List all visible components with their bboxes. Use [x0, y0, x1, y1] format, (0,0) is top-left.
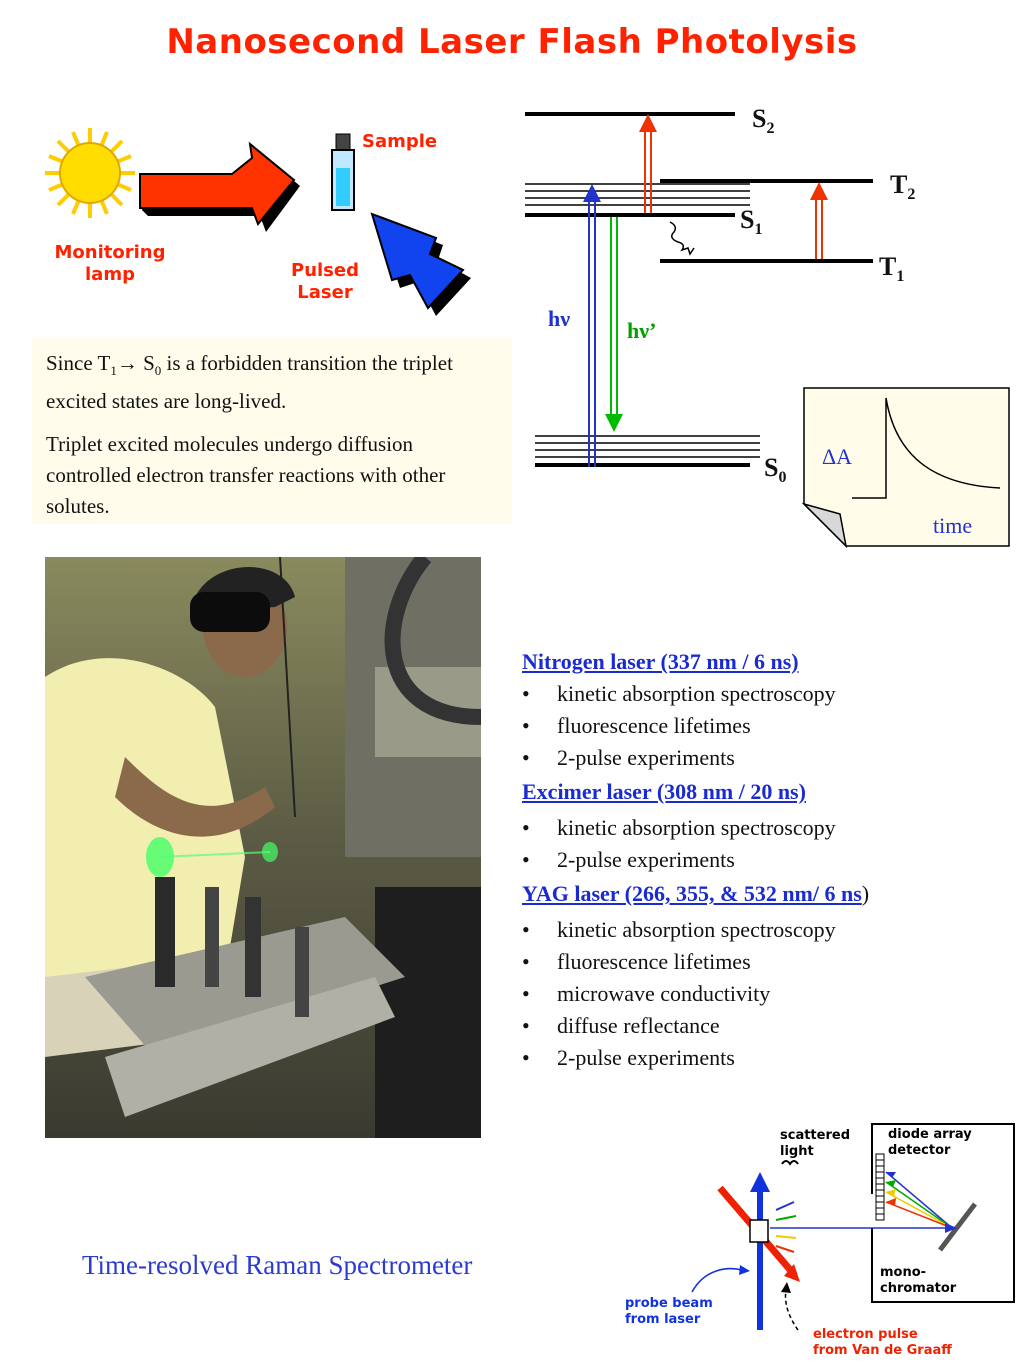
page-title: Nanosecond Laser Flash Photolysis: [166, 22, 858, 62]
scattered-light-label: scattered light: [780, 1128, 850, 1159]
inset-time-label: time: [933, 513, 973, 538]
list-item: • fluorescence lifetimes: [522, 710, 1002, 742]
t1-t2-absorption-arrow: [810, 182, 828, 259]
lamp-label: [40, 242, 180, 286]
laser-yag-heading: YAG laser (266, 355, & 532 nm/ 6 ns): [522, 881, 870, 906]
note-paragraph-2: Triplet excited molecules undergo diffusion controlled electron transfer reactions with other solutes.: [46, 432, 446, 519]
list-item: • 2-pulse experiments: [522, 742, 1002, 774]
sun-icon: [45, 128, 135, 218]
lab-photo: [45, 557, 481, 1138]
list-item: • 2-pulse experiments: [522, 844, 1002, 876]
raman-caption: Time-resolved Raman Spectrometer: [82, 1250, 473, 1280]
s1-label: $S_1$: [740, 205, 763, 239]
laser-nitrogen-heading: Nitrogen laser (337 nm / 6 ns): [522, 649, 799, 674]
list-item: • kinetic absorption spectroscopy: [522, 678, 1002, 710]
sample-cuvette-icon: [332, 134, 354, 210]
sample-cell-icon: [750, 1220, 768, 1242]
laser-label-line1: Pulsed: [291, 260, 359, 281]
laser-nitrogen: [522, 646, 1002, 774]
laser-list: [522, 646, 1002, 1076]
intersystem-crossing-squiggle: [670, 222, 694, 254]
detector-label: diode array detector: [888, 1127, 972, 1158]
electron-pulse-label: electron pulse from Van de Graaff: [813, 1327, 952, 1358]
t2-label: $T_2$: [890, 170, 916, 204]
t1-label: $T_1$: [879, 252, 905, 286]
hv-fluorescence-label: hν’: [627, 318, 657, 343]
sample-label: Sample: [362, 131, 438, 152]
laser-excimer-heading: Excimer laser (308 nm / 20 ns): [522, 779, 806, 804]
laser-excimer: [522, 776, 1002, 876]
list-item: • 2-pulse experiments: [522, 1042, 1002, 1074]
list-item: • kinetic absorption spectroscopy: [522, 812, 1002, 844]
lab-photo-image: [45, 557, 481, 1138]
scattered-light-arrows: [776, 1202, 796, 1252]
s0-label: $S_0$: [764, 453, 787, 487]
list-item: • fluorescence lifetimes: [522, 946, 1002, 978]
inset-delta-a-label: ΔA: [822, 444, 853, 469]
s2-label: $S_2$: [752, 104, 775, 138]
list-item: • microwave conductivity: [522, 978, 1002, 1010]
laser-yag: [522, 878, 1002, 1074]
absorption-arrow: [583, 184, 601, 467]
explanation-box: [32, 338, 512, 524]
fluorescence-arrow: [605, 217, 623, 432]
pulsed-laser-icon: [372, 214, 471, 316]
list-item: • diffuse reflectance: [522, 1010, 1002, 1042]
laser-label: [275, 260, 375, 304]
lamp-label-line1: Monitoring: [54, 242, 166, 263]
probe-beam-label: probe beam from laser: [625, 1296, 713, 1327]
diode-array-icon: [876, 1154, 884, 1220]
hv-absorption-label: hν: [548, 306, 571, 331]
note-paragraph-1: Since $T_1\to S_0$ is a forbidden transition the triplet excited states are long-lived.: [46, 351, 453, 414]
beam-arrow-icon: [140, 144, 300, 232]
lamp-label-line2: lamp: [85, 264, 135, 285]
laser-label-line2: Laser: [297, 282, 353, 303]
monochromator-label: mono- chromator: [880, 1265, 957, 1296]
list-item: • kinetic absorption spectroscopy: [522, 914, 1002, 946]
